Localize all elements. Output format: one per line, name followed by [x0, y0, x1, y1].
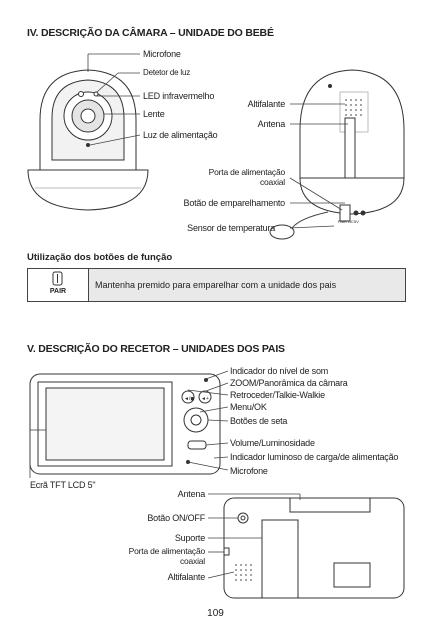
pair-icon-cell — [28, 269, 89, 301]
label-power-port-line2: coaxial — [259, 177, 285, 187]
camera-back-illustration — [270, 70, 404, 239]
label-support: Suporte — [174, 533, 205, 543]
label-rx-power-port — [129, 546, 205, 566]
section-4-title: IV. DESCRIÇÃO DA CÂMARA – UNIDADE DO BEBÉ — [27, 27, 274, 39]
label-rx-microphone: Microfone — [230, 466, 268, 476]
svg-text:◄/◼: ◄/◼ — [184, 396, 195, 402]
label-volume: Volume/Luminosidade — [230, 438, 315, 448]
label-rx-speaker: Altifalante — [167, 572, 205, 582]
label-menu-ok: Menu/OK — [230, 402, 267, 412]
section-5-title: V. DESCRIÇÃO DO RECETOR – UNIDADES DOS PAIS — [27, 343, 285, 355]
function-table — [27, 268, 406, 302]
label-rx-power-port-line2: coaxial — [179, 556, 205, 566]
label-sound-level: Indicador do nível de som — [230, 366, 329, 376]
label-antenna: Antena — [257, 119, 285, 129]
pair-description: Mantenha premido para emparelhar com a unidade dos pais — [89, 269, 405, 301]
label-charge-light: Indicador luminoso de carga/de alimentação — [230, 452, 399, 462]
label-power-port — [209, 167, 285, 187]
label-arrows: Botões de seta — [230, 416, 288, 426]
label-light-sensor: Detetor de luz — [143, 68, 191, 77]
function-heading: Utilização dos botões de função — [27, 252, 173, 263]
label-ir-led: LED infravermelho — [143, 91, 215, 101]
camera-front-illustration — [28, 70, 148, 210]
page-number: 109 — [207, 608, 224, 619]
receiver-front-illustration — [30, 374, 220, 474]
label-screen: Ecrã TFT LCD 5" — [30, 480, 96, 490]
label-pair-button: Botão de emparelhamento — [183, 198, 285, 208]
label-back-talk: Retroceder/Talkie-Walkie — [230, 390, 325, 400]
label-onoff: Botão ON/OFF — [147, 513, 205, 523]
label-rx-power-port-line1: Porta de alimentação — [128, 546, 205, 556]
port-small-text: PAIR DC5V — [338, 219, 359, 224]
label-lens: Lente — [143, 109, 165, 119]
pair-icon-label: PAIR — [49, 288, 67, 295]
label-speaker: Altifalante — [247, 99, 285, 109]
pair-button-icon — [28, 269, 88, 301]
label-power-light: Luz de alimentação — [143, 130, 218, 140]
label-microphone: Microfone — [143, 49, 181, 59]
label-temp-sensor: Sensor de temperatura — [187, 223, 275, 233]
svg-text:◄+: ◄+ — [201, 396, 209, 402]
label-zoom: ZOOM/Panorâmica da câmara — [230, 378, 348, 388]
label-rx-antenna: Antena — [177, 489, 205, 499]
receiver-back-illustration — [224, 498, 404, 598]
label-power-port-line1: Porta de alimentação — [208, 167, 285, 177]
